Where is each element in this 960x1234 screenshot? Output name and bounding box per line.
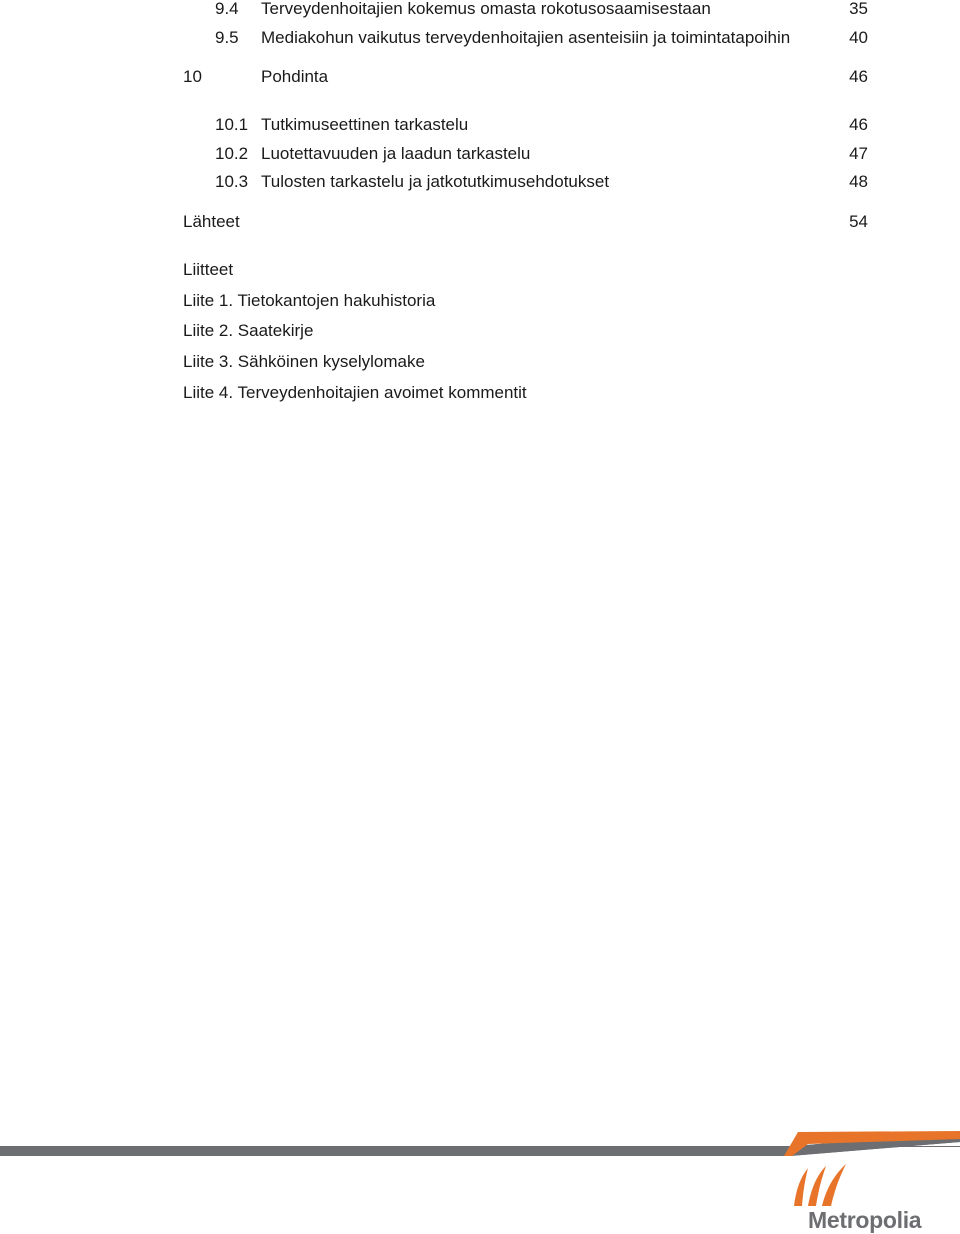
metropolia-logo-text: Metropolia: [808, 1207, 922, 1233]
toc-entry[interactable]: [0, 66, 960, 88]
toc-references[interactable]: [0, 211, 960, 233]
toc-entry-title: Luotettavuuden ja laadun tarkastelu: [261, 144, 531, 163]
toc-entry-title: Terveydenhoitajien kokemus omasta rokotusosaamisestaan: [261, 0, 711, 18]
toc-entry-title: Pohdinta: [261, 67, 329, 86]
toc-entry[interactable]: [0, 143, 960, 165]
appendix-heading: Liitteet: [183, 260, 234, 279]
toc-entry-page: 46: [849, 115, 868, 134]
toc-references-page: 54: [849, 212, 868, 231]
appendix-item[interactable]: Liite 3. Sähköinen kyselylomake: [183, 352, 425, 371]
toc-entry[interactable]: [0, 114, 960, 136]
toc-entry-page: 47: [849, 144, 868, 163]
toc-entry-number: 10.1: [215, 115, 249, 134]
appendix-item[interactable]: Liite 1. Tietokantojen hakuhistoria: [183, 291, 436, 310]
toc-entry[interactable]: [0, 171, 960, 193]
toc-entry[interactable]: [0, 0, 960, 20]
toc-entry-page: 48: [849, 172, 868, 191]
toc-entry-number: 9.5: [215, 28, 239, 47]
toc-entry-title: Tutkimuseettinen tarkastelu: [261, 115, 469, 134]
toc-entry-title: Mediakohun vaikutus terveydenhoitajien asenteisiin ja toimintatapoihin: [261, 28, 791, 47]
toc-entry[interactable]: [0, 27, 960, 49]
toc-entry-page: 46: [849, 67, 868, 86]
appendix-item[interactable]: Liite 4. Terveydenhoitajien avoimet kommentit: [183, 383, 527, 402]
toc-entry-title: Tulosten tarkastelu ja jatkotutkimusehdotukset: [261, 172, 610, 191]
toc-entry-number: 9.4: [215, 0, 239, 18]
footer-orange-stripe: [0, 1128, 960, 1158]
toc-entry-number: 10.2: [215, 144, 249, 163]
toc-entry-number: 10: [183, 67, 202, 86]
metropolia-logo-mark: [788, 1160, 858, 1208]
toc-entry-page: 35: [849, 0, 868, 18]
toc-references-title: Lähteet: [183, 212, 240, 231]
toc-entry-page: 40: [849, 28, 868, 47]
appendix-item[interactable]: Liite 2. Saatekirje: [183, 321, 314, 340]
toc-entry-number: 10.3: [215, 172, 249, 191]
